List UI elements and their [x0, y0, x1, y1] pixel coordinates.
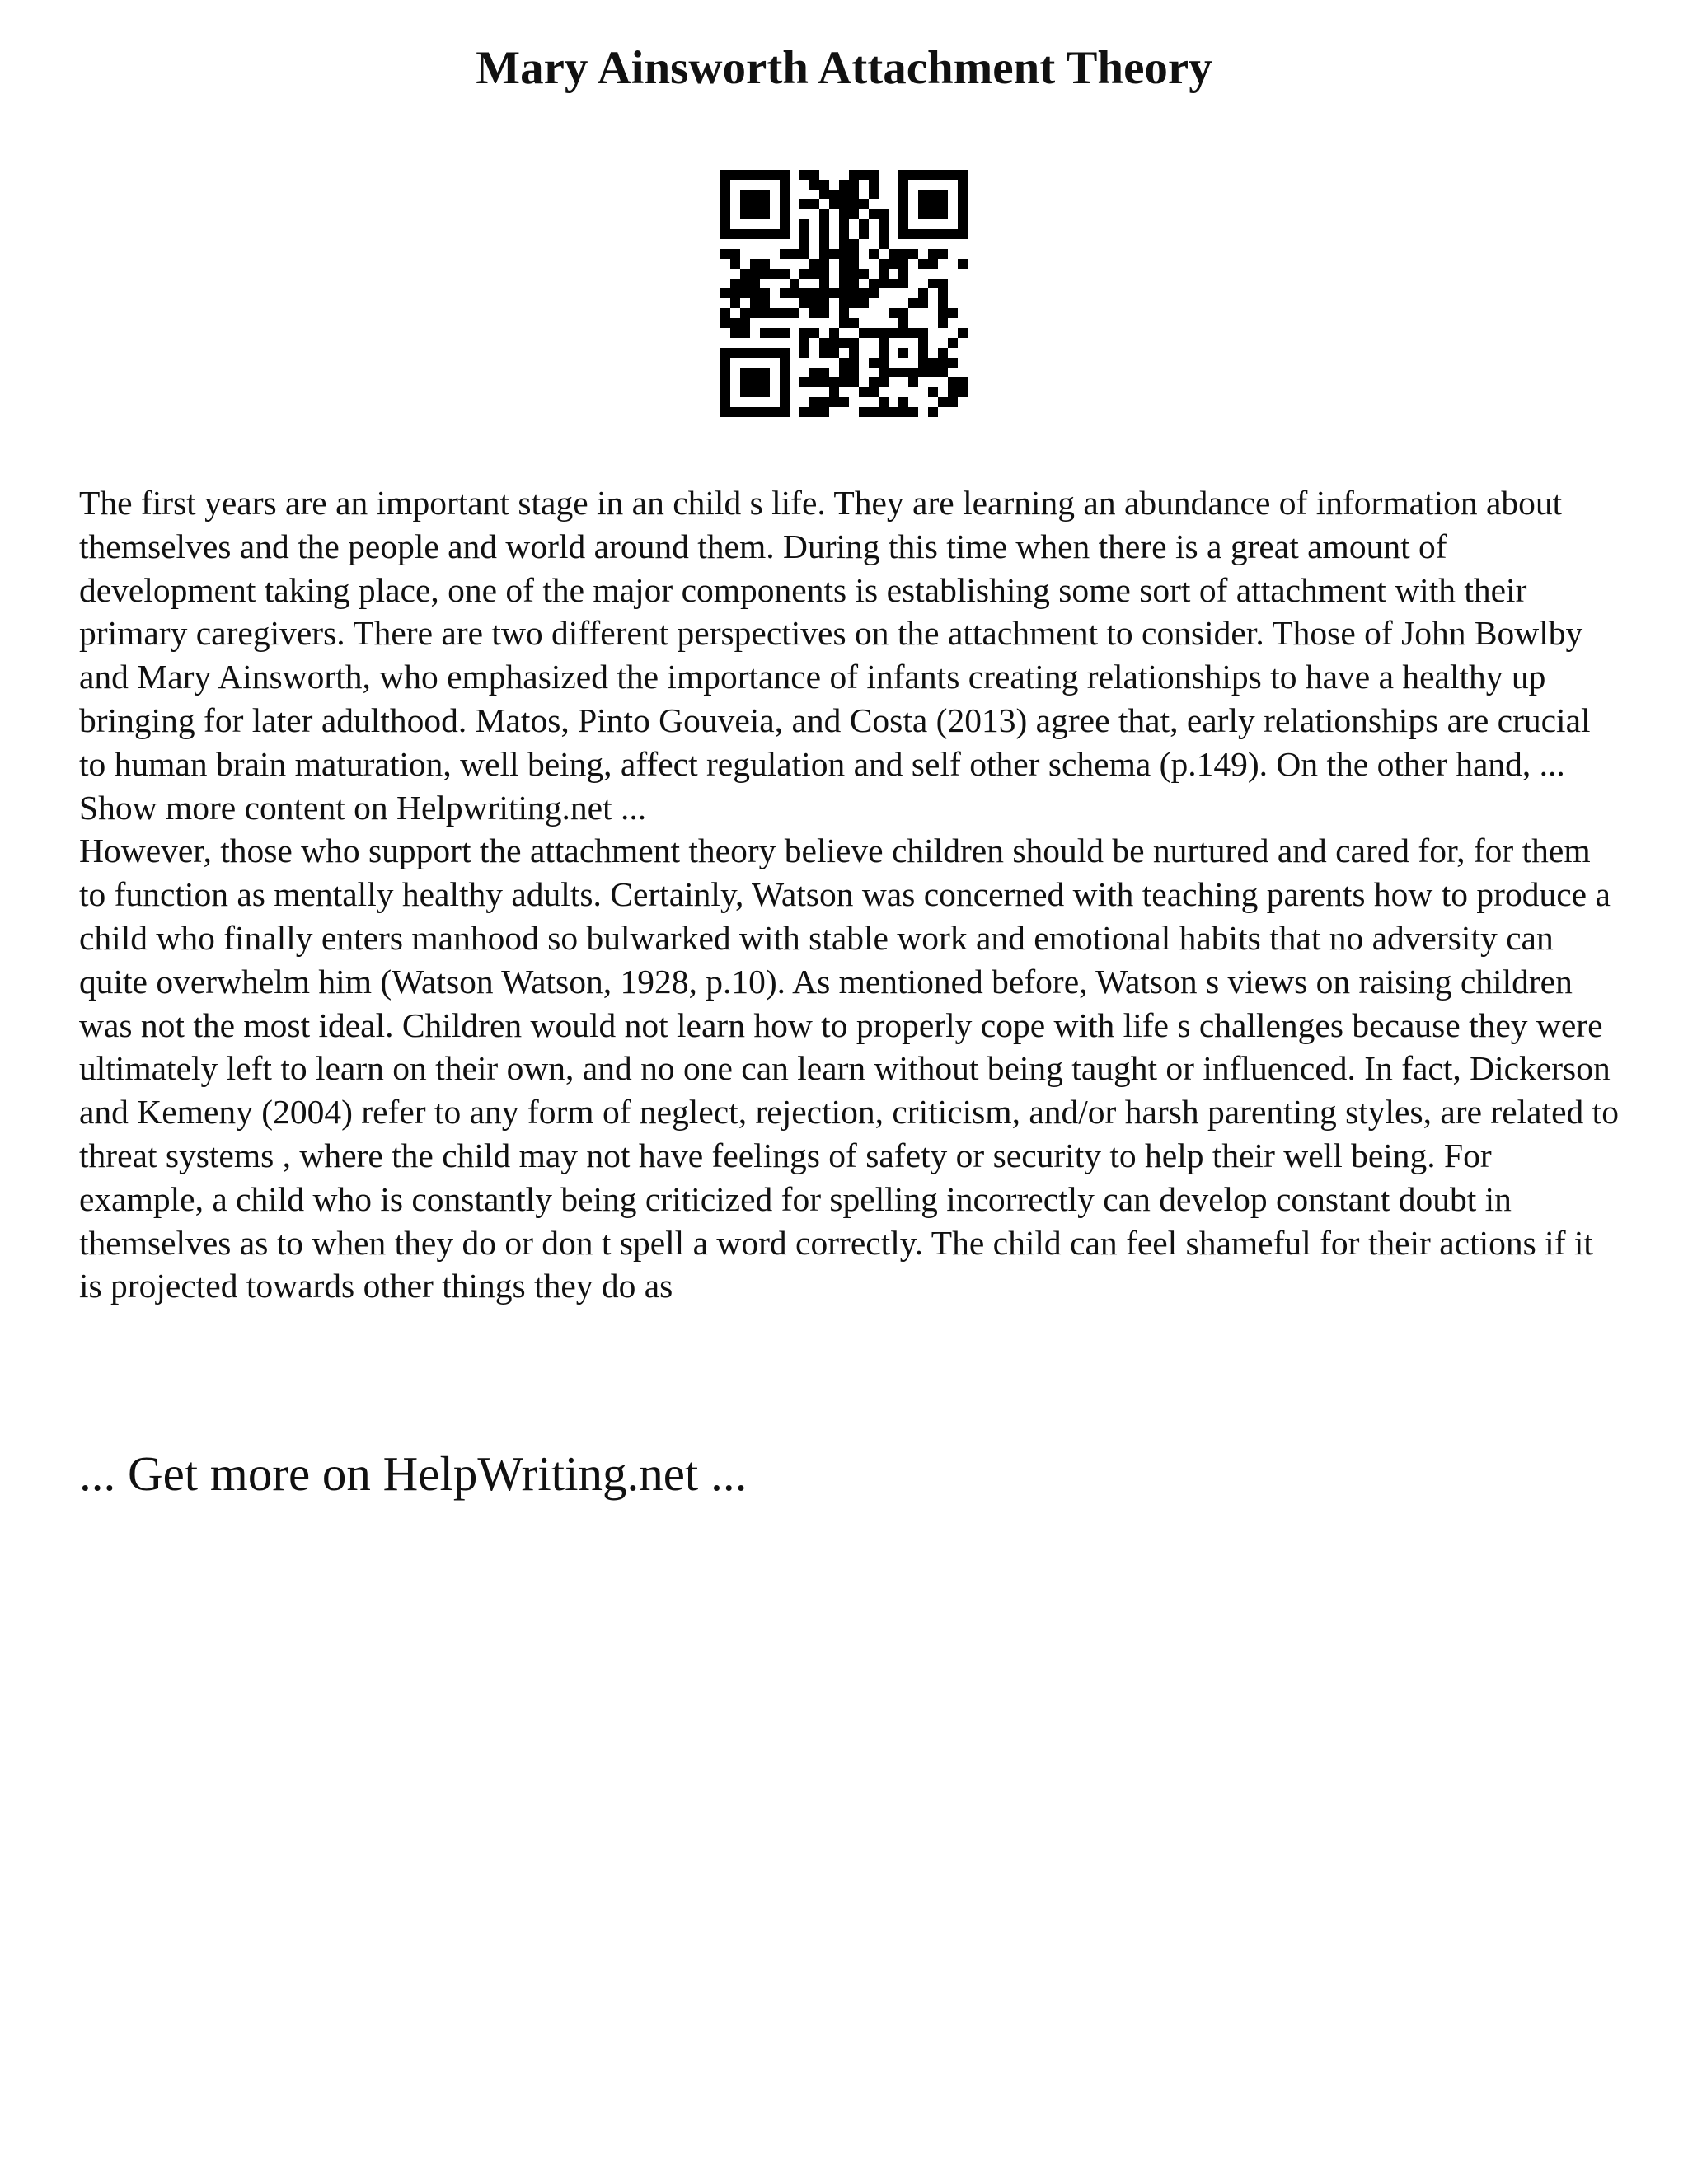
- paragraph: However, those who support the attachment theory believe children should be nurtured and cared for, for them to function as mentally healthy adults. Certainly, Watson was concerned with teaching parents how to produce a child who finally enters manhood so bulwarked with stable work and emotional habits that no adversity can quite overwhelm him (Watson Watson, 1928, p.10). As mentioned before, Watson s views on raising children was not the most ideal. Children would not learn how to properly cope with life s challenges because they were ultimately left to learn on their own, and no one can learn without being taught or influenced. In fact, Dickerson and Kemeny (2004) refer to any form of neglect, rejection, criticism, and/or harsh parenting styles, are related to threat systems , where the child may not have feelings of safety or security to help their well being. For example, a child who is constantly being criticized for spelling incorrectly can develop constant doubt in themselves as to when they do or don t spell a word correctly. The child can feel shameful for their actions if it is projected towards other things they do as: [79, 832, 1619, 1305]
- qr-code-icon: [720, 170, 968, 417]
- get-more-link[interactable]: ... Get more on HelpWriting.net ...: [79, 1446, 748, 1501]
- paragraph: The first years are an important stage in an child s life. They are learning an abundance of information about themselves and the people and world around them. During this time when there is a great amount of development taking place, one of the major components is establishing some sort of attachment with their primary caregivers. There are two different perspectives on the attachment to consider. Those of John Bowlby and Mary Ainsworth, who emphasized the importance of infants creating relationships to have a healthy up bringing for later adulthood. Matos, Pinto Gouveia, and Costa (2013) agree that, early relationships are crucial to human brain maturation, well being, affect regulation and self other schema (p.149). On the other hand, ... Show more content on Helpwriting.net ...: [79, 484, 1591, 827]
- page-title: Mary Ainsworth Attachment Theory: [476, 42, 1212, 94]
- article-body: [79, 481, 1620, 1308]
